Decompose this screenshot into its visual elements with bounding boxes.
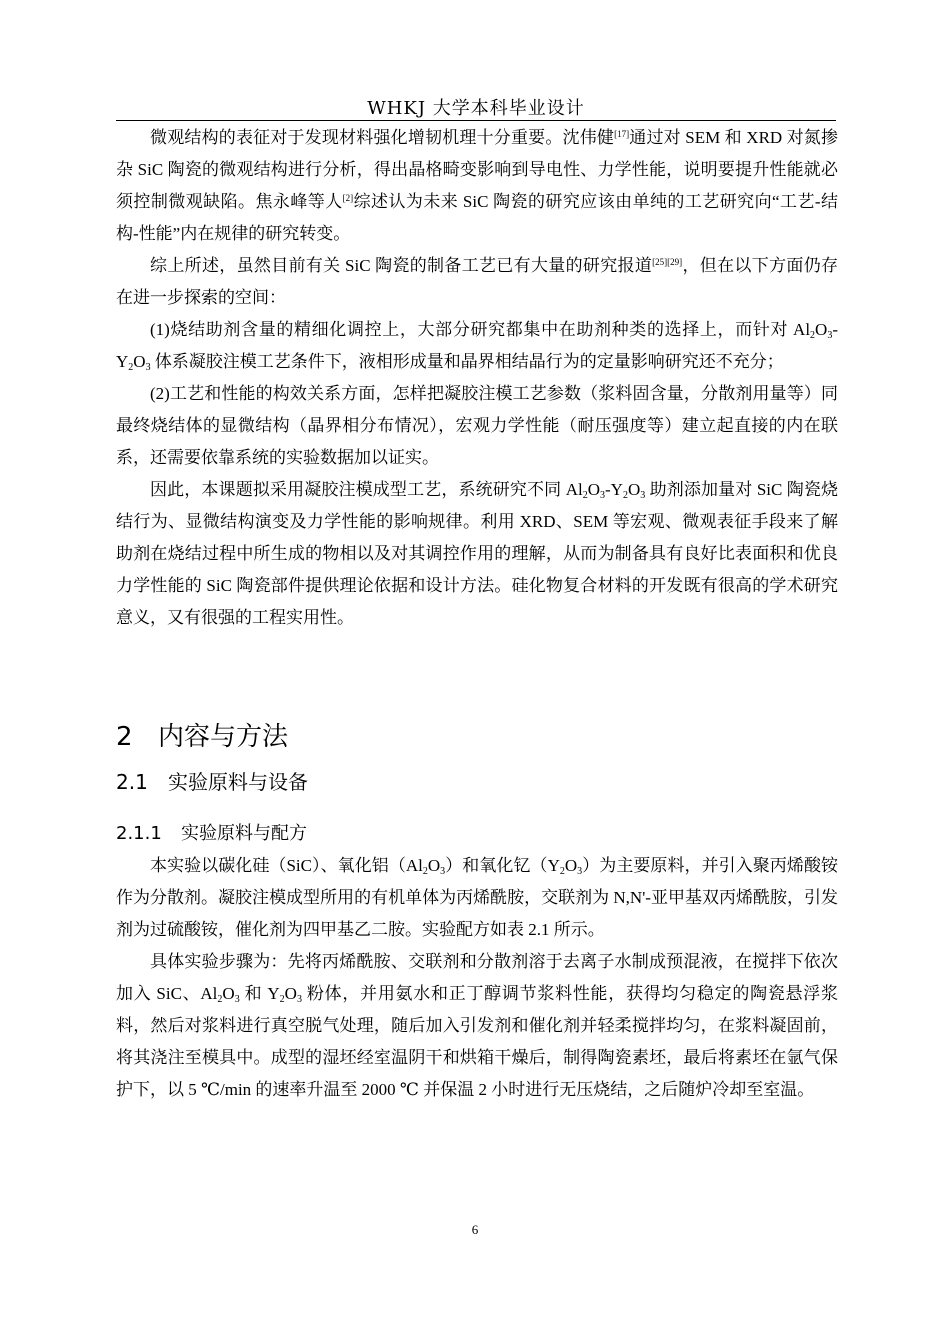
paragraph: 具体实验步骤为：先将丙烯酰胺、交联剂和分散剂溶于去离子水制成预混液，在搅拌下依次加入 SiC、$Al_2O_3$ 和 $Y_2O_3$ 粉体，并用氨水和正丁醇调节浆料性能，获得均匀稳定的陶瓷悬浮浆料，然后对浆料进行真空脱气处理，随后加入引发剂和催化剂并轻柔搅拌均匀，在浆料凝固前，将其浇注至模具中。成型的湿坯经室温阴干和烘箱干燥后，制得陶瓷素坯，最后将素坯在氩气保护下，以 5 ℃/min 的速率升温至 2000 ℃ 并保温 2 小时进行无压烧结，之后随炉冷却至室温。 — [116, 952, 838, 1099]
paragraph: 微观结构的表征对于发现材料强化增韧机理十分重要。沈伟健[17]通过对 SEM 和 XRD 对氮掺杂 SiC 陶瓷的微观结构进行分析，得出晶格畸变影响到导电性、力学性能，说明要提升性能就必须控制微观缺陷。焦永峰等人[2]综述认为未来 SiC 陶瓷的研究应该由单纯的工艺研究向“工艺-结构-性能”内在规律的研究转变。 — [116, 128, 838, 243]
subsection-heading — [116, 819, 307, 845]
citation: [2] — [342, 193, 354, 203]
subsection-title: 实验原料与配方 — [181, 823, 307, 844]
chapter-title: 内容与方法 — [158, 722, 289, 752]
paragraph: 综上所述，虽然目前有关 SiC 陶瓷的制备工艺已有大量的研究报道[25][29]，但在以下方面仍存在进一步探索的空间： — [116, 256, 839, 307]
chapter-heading — [116, 716, 288, 753]
section-number: 2.1 — [116, 770, 148, 794]
citation: [25][29] — [652, 257, 683, 267]
header-rule — [116, 120, 836, 121]
paragraph: (2)工艺和性能的构效关系方面，怎样把凝胶注模工艺参数（浆料固含量，分散剂用量等）同最终烧结体的显微结构（晶界相分布情况），宏观力学性能（耐压强度等）建立起直接的内在联系，还需要依靠系统的实验数据加以证实。 — [116, 384, 838, 467]
body-section-2 — [116, 850, 838, 1106]
chapter-number: 2 — [116, 722, 133, 752]
citation: [17] — [614, 129, 630, 139]
page-number: 6 — [471, 1222, 479, 1237]
paragraph: (1)烧结助剂含量的精细化调控上，大部分研究都集中在助剂种类的选择上，而针对 $Al_2O_3-Y_2O_3$ 体系凝胶注模工艺条件下，液相形成量和晶界相结晶行为的定量影响研究还不充分； — [116, 320, 838, 373]
paragraph: 因此，本课题拟采用凝胶注模成型工艺，系统研究不同 $Al_2O_3-Y_2O_3$ 助剂添加量对 SiC 陶瓷烧结行为、显微结构演变及力学性能的影响规律。利用 XRD、SEM 等宏观、微观表征手段来了解助剂在烧结过程中所生成的物相以及对其调控作用的理解，从而为制备具有良好比表面积和优良力学性能的 SiC 陶瓷部件提供理论依据和设计方法。硅化物复合材料的开发既有很高的学术研究意义，又有很强的工程实用性。 — [116, 480, 838, 627]
subsection-number: 2.1.1 — [116, 823, 162, 844]
paragraph: 本实验以碳化硅（SiC）、氧化铝$(Al_2O_3)$和氧化钇$(Y_2O_3)$为主要原料，并引入聚丙烯酸铵作为分散剂。凝胶注模成型所用的有机单体为丙烯酰胺，交联剂为 N,N'-亚甲基双丙烯酰胺，引发剂为过硫酸铵，催化剂为四甲基乙二胺。实验配方如表 2.1 所示。 — [116, 856, 839, 939]
body-section-1 — [116, 122, 838, 634]
running-header: WHKJ 大学本科毕业设计 — [367, 98, 585, 119]
section-heading — [116, 766, 308, 795]
section-title: 实验原料与设备 — [168, 770, 308, 794]
